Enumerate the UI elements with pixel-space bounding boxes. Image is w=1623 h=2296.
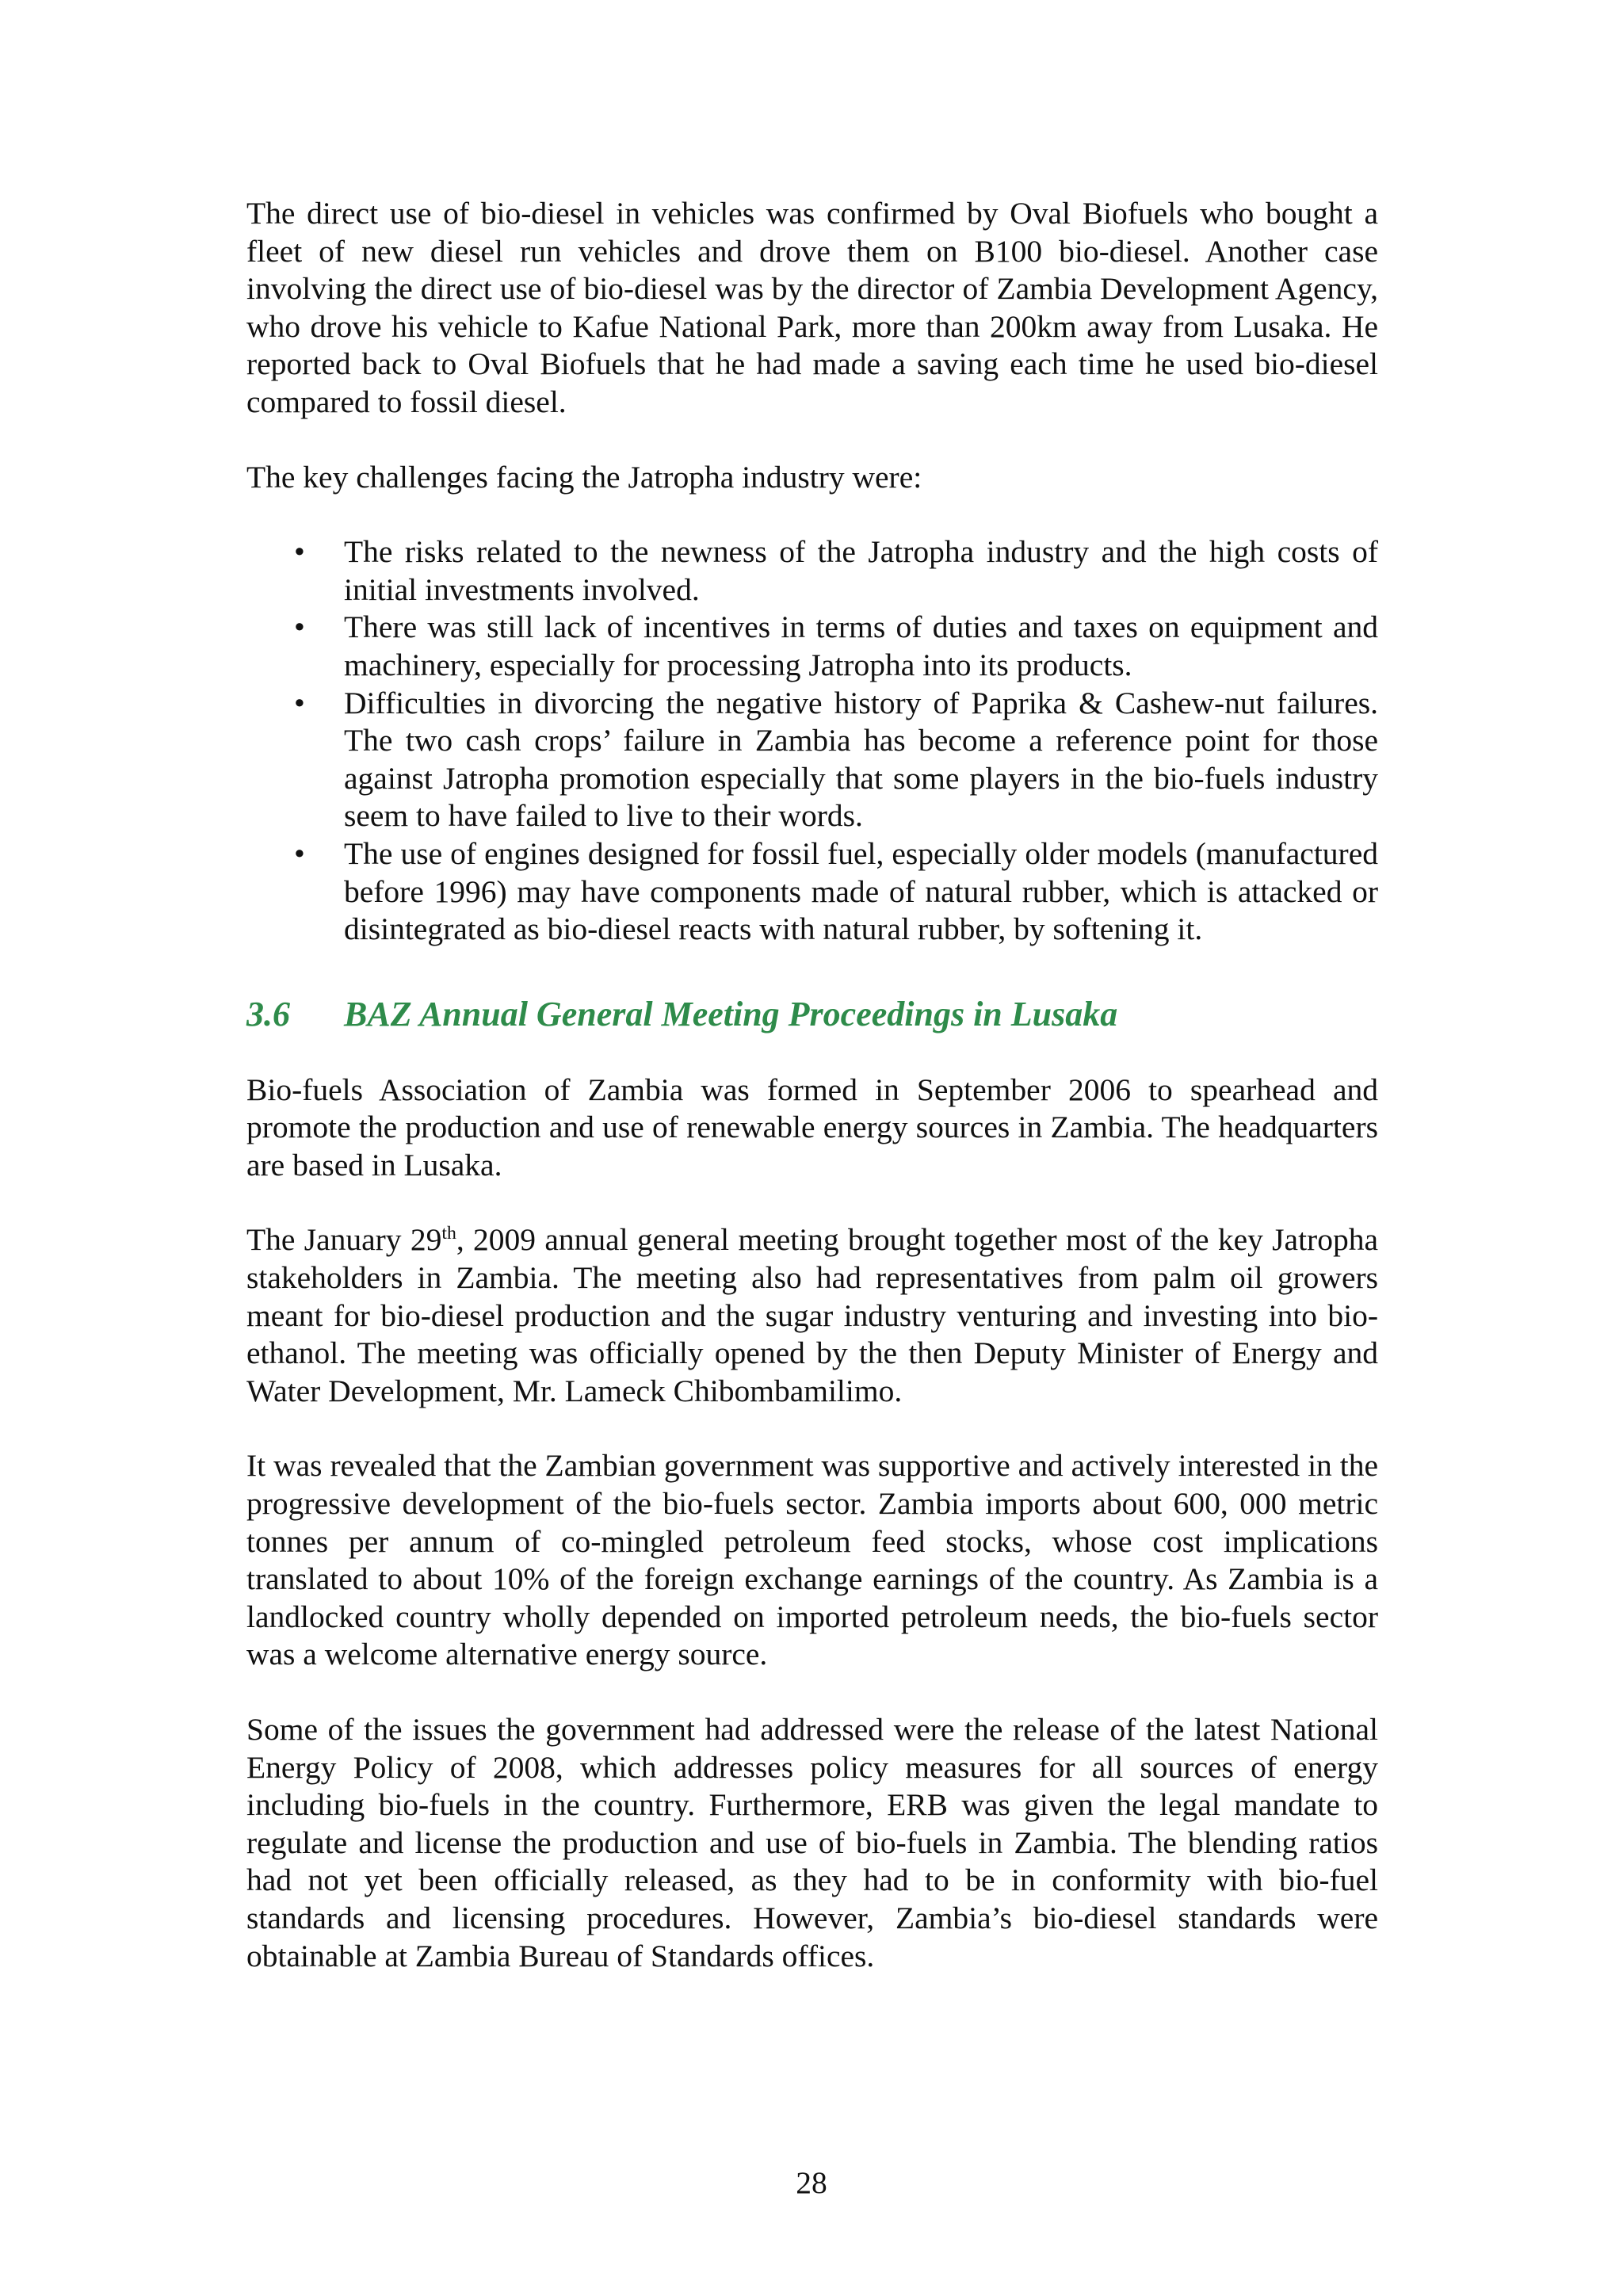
paragraph-government-support: It was revealed that the Zambian government was supportive and actively interested in the progressive development of the bio-fuels sector. Zambia imports about 600, 000 metric tonnes per annum of co-mingled petroleum feed stocks, whose cost implications translated to about 10% of the foreign exchange earnings of the country. As Zambia is a landlocked country wholly depended on imported petroleum needs, the bio-fuels sector was a welcome alternative energy source. [246,1448,1378,1672]
list-item [246,835,1378,949]
paragraph-key-challenges-intro: The key challenges facing the Jatropha industry were: [246,459,922,495]
paragraph-direct-use: The direct use of bio-diesel in vehicles was confirmed by Oval Biofuels who bought a fleet of new diesel run vehicles and drove them on B100 bio-diesel. Another case involving the direct use of bio-diesel was by the director of Zambia Development Agency, who drove his vehicle to Kafue National Park, more than 200km away from Lusaka. He reported back to Oval Biofuels that he had made a saving each time he used bio-diesel compared to fossil diesel. [246,196,1378,419]
paragraph-agm-meeting [246,1221,1378,1410]
section-number: 3.6 [246,994,290,1033]
list-item [246,685,1378,835]
bullet-icon: • [294,609,305,645]
list-item-text: There was still lack of incentives in terms of duties and taxes on equipment and machinery, especially for processing Jatropha into its products. [344,609,1378,682]
list-item-text: The use of engines designed for fossil fuel, especially older models (manufactured before 1996) may have components made of natural rubber, which is attacked or disintegrated as bio-diesel reacts with natural rubber, by softening it. [344,835,1378,947]
paragraph-government-issues: Some of the issues the government had addressed were the release of the latest National Energy Policy of 2008, which addresses policy measures for all sources of energy including bio-fuels in the country. Furthermore, ERB was given the legal mandate to regulate and license the production and use of bio-fuels in Zambia. The blending ratios had not yet been officially released, as they had to be in conformity with bio-fuel standards and licensing procedures. However, Zambia’s bio-diesel standards were obtainable at Zambia Bureau of Standards offices. [246,1712,1378,1973]
list-item-text: The risks related to the newness of the Jatropha industry and the high costs of initial investments involved. [344,534,1378,607]
list-item [246,533,1378,609]
bullet-icon: • [294,685,305,720]
paragraph-baz-formation: Bio-fuels Association of Zambia was formed in September 2006 to spearhead and promote the production and use of renewable energy sources in Zambia. The headquarters are based in Lusaka. [246,1072,1378,1182]
document-page [246,195,1378,1975]
challenges-bullet-list [246,533,1378,949]
bullet-icon: • [294,835,305,871]
section-heading [246,994,1378,1035]
list-item-text: Difficulties in divorcing the negative history of Paprika & Cashew-nut failures. The two cash crops’ failure in Zambia has become a reference point for those against Jatropha promotion especially that some players in the bio-fuels industry seem to have failed to live to their words. [344,685,1378,834]
section-title: BAZ Annual General Meeting Proceedings in Lusaka [344,994,1118,1033]
agm-text-rest: , 2009 annual general meeting brought together most of the key Jatropha stakeholders in Zambia. The meeting also had representatives from palm oil growers meant for bio-diesel production and the sugar industry venturing and investing into bio-ethanol. The meeting was officially opened by the then Deputy Minister of Energy and Water Development, Mr. Lameck Chibombamilimo. [246,1222,1378,1408]
ordinal-superscript: th [441,1223,456,1244]
page-number: 28 [796,2165,827,2200]
agm-text-start: The January 29 [246,1222,442,1258]
bullet-icon: • [294,534,305,570]
list-item [246,609,1378,684]
